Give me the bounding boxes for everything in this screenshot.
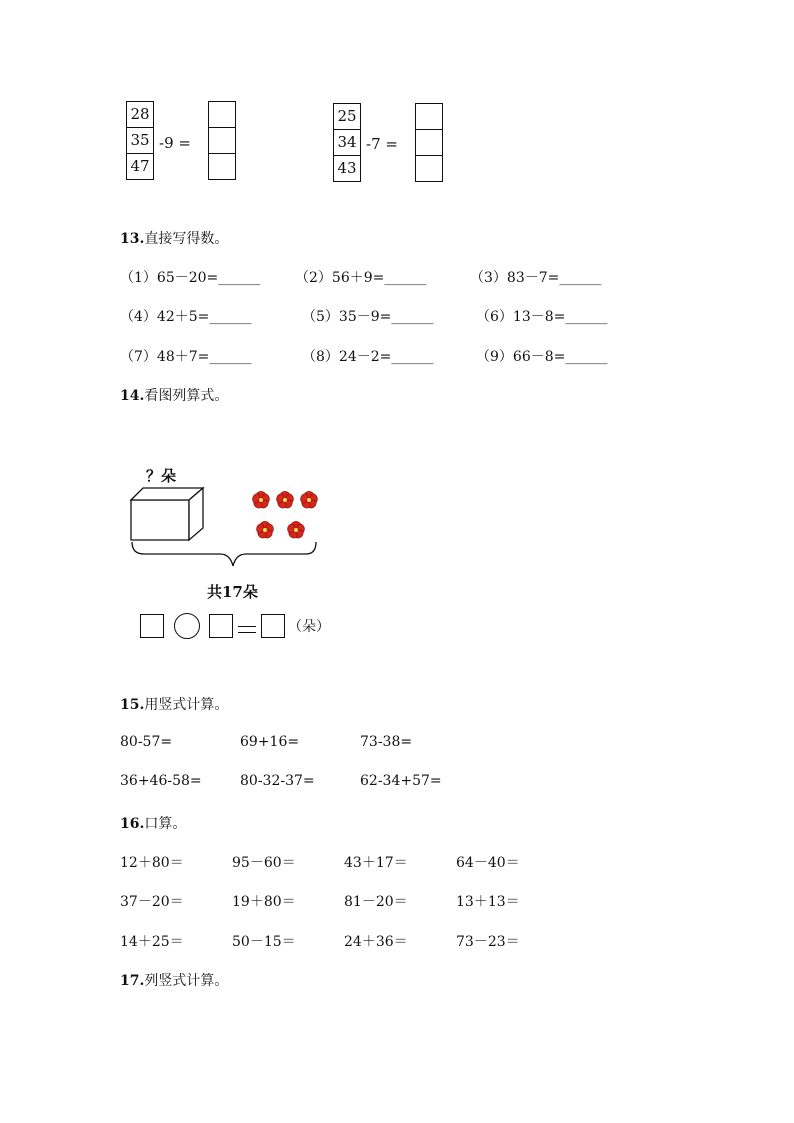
operator-circle[interactable]	[174, 613, 200, 639]
oral-calc-item: 37－20＝	[120, 894, 184, 910]
answer-cell[interactable]	[416, 156, 442, 181]
flower-icon	[251, 491, 270, 509]
mental-math-item: （6）13－8=______	[476, 309, 608, 325]
answer-cell[interactable]	[209, 102, 235, 128]
answer-cell[interactable]	[209, 154, 235, 179]
mental-math-item: （9）66－8=______	[476, 349, 608, 365]
question-14-heading	[120, 385, 228, 405]
oral-calc-item: 12＋80＝	[120, 855, 184, 871]
question-number: 17.	[120, 973, 145, 989]
question-16-heading	[120, 813, 186, 833]
equals-sign-icon	[238, 626, 258, 634]
flower-icon	[299, 491, 318, 509]
answer-box[interactable]	[261, 614, 285, 638]
mental-math-item: （4）42＋5=______	[120, 309, 252, 325]
right-operation: -7 =	[366, 135, 398, 153]
box-icon	[131, 488, 203, 540]
flower-icon	[286, 521, 305, 539]
question-13-heading	[120, 228, 228, 248]
number-cell: 34	[334, 130, 360, 156]
answer-cell[interactable]	[416, 130, 442, 156]
oral-calc-item: 64－40＝	[456, 855, 520, 871]
oral-calc-item: 13＋13＝	[456, 894, 520, 910]
vertical-calc-item: 69+16=	[240, 734, 300, 750]
question-number: 15.	[120, 697, 145, 713]
number-cell: 47	[130, 157, 150, 175]
left-answer-column	[208, 101, 236, 180]
total-count-label: 共17朵	[207, 583, 258, 601]
mental-math-item: （2）56＋9=______	[295, 270, 427, 286]
answer-cell[interactable]	[416, 104, 442, 130]
mental-math-item: （1）65－20=______	[120, 270, 261, 286]
left-number-column	[126, 101, 154, 180]
flower-group	[251, 491, 318, 539]
vertical-calc-item: 73-38=	[360, 734, 413, 750]
unknown-count-label: ？朵	[146, 467, 177, 485]
number-cell: 35	[127, 128, 153, 154]
oral-calc-item: 14＋25＝	[120, 934, 184, 950]
question-title: 口算。	[144, 816, 187, 832]
mental-math-item: （8）24－2=______	[302, 349, 434, 365]
mental-math-item: （3）83－7=______	[470, 270, 602, 286]
question-title: 列竖式计算。	[144, 973, 229, 989]
left-operation: -9 =	[159, 134, 191, 152]
flower-icon	[255, 521, 274, 539]
vertical-calc-item: 36+46-58=	[120, 773, 202, 789]
unit-label: （朵）	[288, 619, 330, 635]
oral-calc-item: 43＋17＝	[344, 855, 408, 871]
right-answer-column	[415, 103, 443, 182]
oral-calc-item: 95－60＝	[232, 855, 296, 871]
question-title: 看图列算式。	[144, 388, 229, 404]
brace-icon	[132, 542, 316, 566]
picture-figure	[126, 484, 336, 574]
oral-calc-item: 19＋80＝	[232, 894, 296, 910]
question-17-heading	[120, 970, 228, 990]
vertical-calc-item: 62-34+57=	[360, 773, 442, 789]
question-number: 14.	[120, 388, 145, 404]
oral-calc-item: 50－15＝	[232, 934, 296, 950]
question-title: 用竖式计算。	[144, 697, 229, 713]
question-number: 13.	[120, 231, 145, 247]
mental-math-item: （7）48＋7=______	[120, 349, 252, 365]
answer-box[interactable]	[140, 614, 164, 638]
question-15-heading	[120, 694, 228, 714]
oral-calc-item: 24＋36＝	[344, 934, 408, 950]
flower-icon	[275, 491, 294, 509]
answer-cell[interactable]	[209, 128, 235, 154]
question-number: 16.	[120, 816, 145, 832]
oral-calc-item: 81－20＝	[344, 894, 408, 910]
number-cell: 25	[334, 104, 360, 130]
answer-box[interactable]	[209, 614, 233, 638]
mental-math-item: （5）35－9=______	[302, 309, 434, 325]
number-cell: 43	[337, 159, 357, 177]
vertical-calc-item: 80-32-37=	[240, 773, 315, 789]
right-number-column	[333, 103, 361, 182]
question-title: 直接写得数。	[144, 231, 229, 247]
number-cell: 28	[127, 102, 153, 128]
oral-calc-item: 73－23＝	[456, 934, 520, 950]
vertical-calc-item: 80-57=	[120, 734, 173, 750]
